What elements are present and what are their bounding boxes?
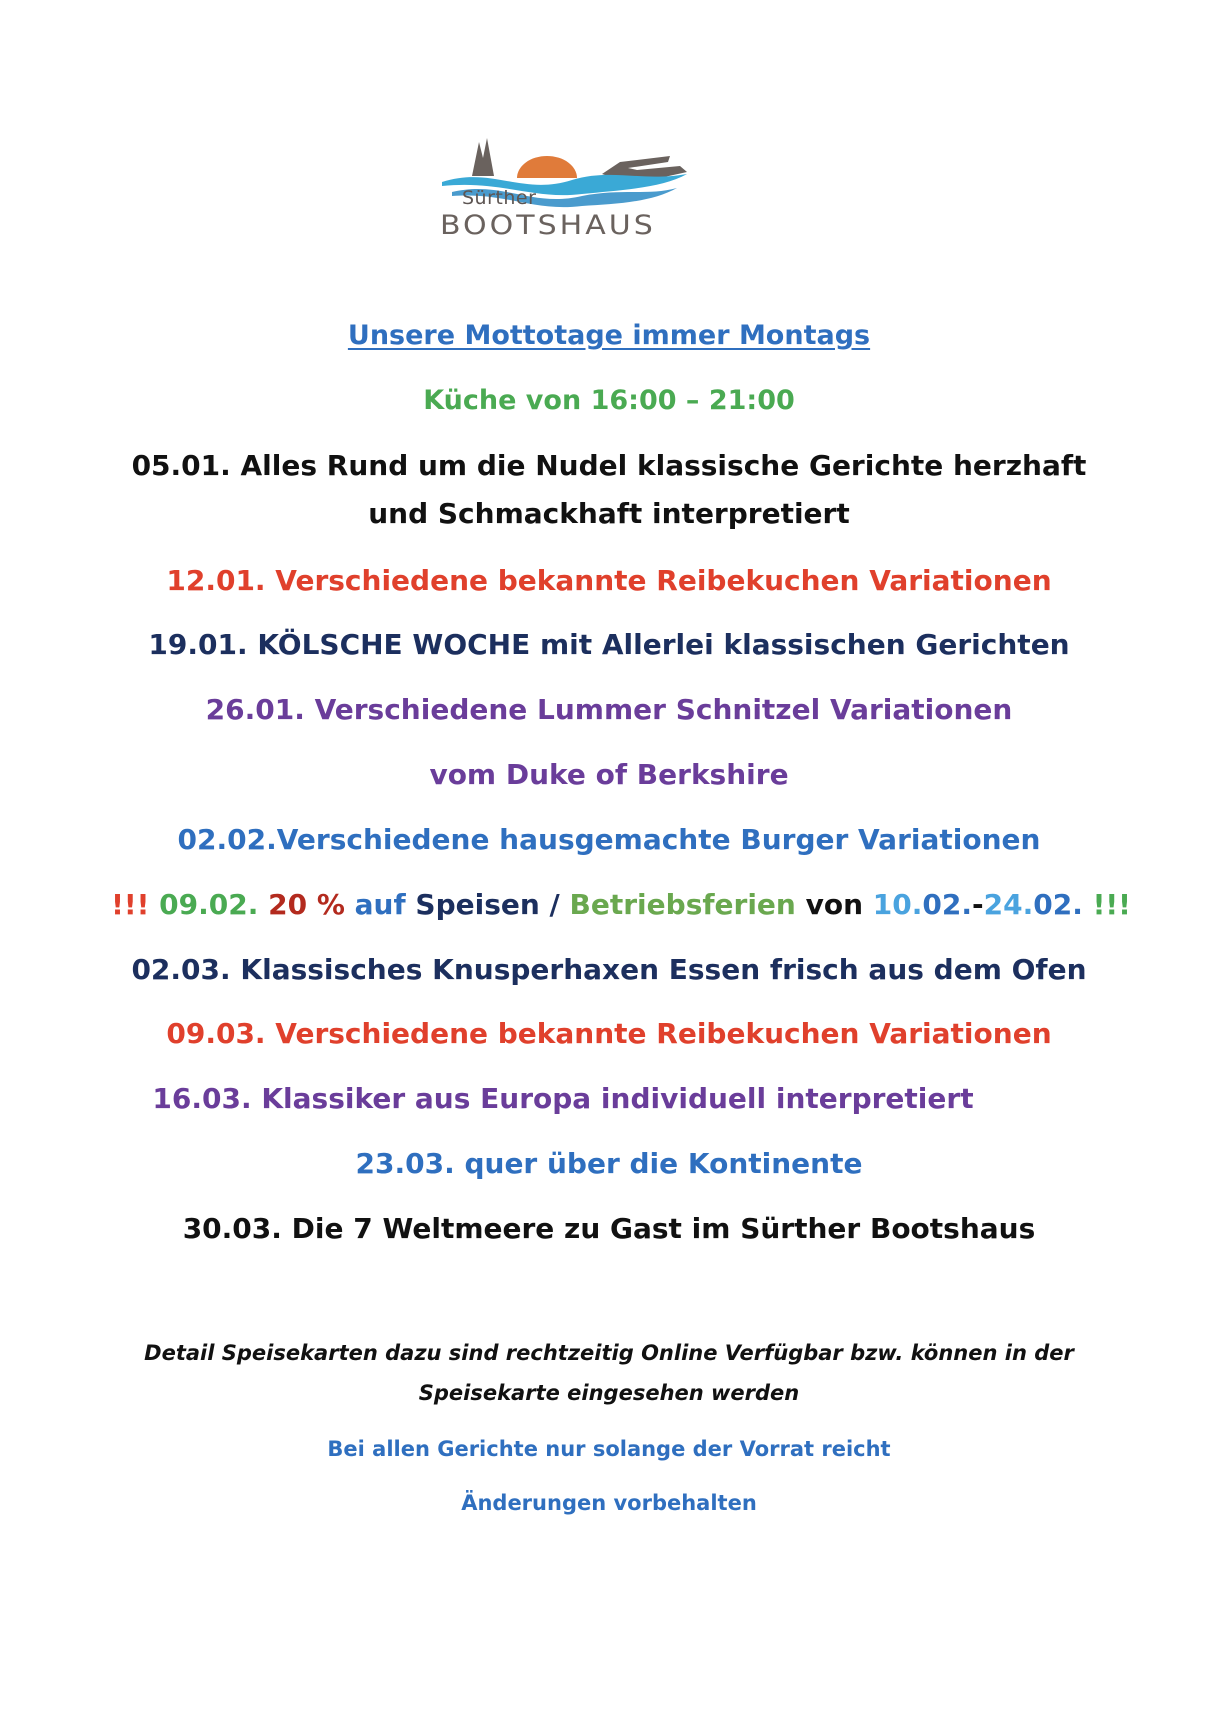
menu-note-line1: Detail Speisekarten dazu sind rechtzeitig Online Verfügbar bzw. können in der — [144, 1341, 1074, 1365]
event-0501-line2: und Schmackhaft interpretiert — [368, 497, 850, 530]
word-betriebsferien: Betriebsferien — [569, 888, 796, 921]
holiday-date: 09.02. — [159, 888, 259, 921]
event-1901: 19.01. KÖLSCHE WOCHE mit Allerlei klassischen Gerichten — [148, 628, 1070, 661]
kitchen-hours: Küche von 16:00 – 21:00 — [423, 385, 795, 416]
page-title: Unsere Mottotage immer Montags — [347, 320, 871, 351]
holiday-range — [873, 888, 1083, 921]
bootshaus-logo — [432, 136, 772, 260]
event-0902-holiday — [12, 888, 1218, 921]
logo-text-surther: Sürther — [462, 187, 537, 209]
changes-note: Änderungen vorbehalten — [461, 1491, 757, 1515]
event-0501-line1: 05.01. Alles Rund um die Nudel klassische Gerichte herzhaft — [131, 449, 1087, 482]
event-1603: 16.03. Klassiker aus Europa individuell interpretiert — [152, 1082, 974, 1115]
word-speisen: Speisen — [415, 888, 540, 921]
menu-note-line2: Speisekarte eingesehen werden — [418, 1381, 800, 1405]
range-dash: - — [972, 888, 984, 921]
range-end-month: 02. — [1033, 888, 1083, 921]
range-start-month: 02. — [922, 888, 972, 921]
event-0903: 09.03. Verschiedene bekannte Reibekuchen Variationen — [166, 1017, 1052, 1050]
stock-note: Bei allen Gerichte nur solange der Vorrat reicht — [327, 1437, 891, 1461]
logo-text-bootshaus: BOOTSHAUS — [440, 209, 656, 242]
event-1201: 12.01. Verschiedene bekannte Reibekuchen Variationen — [166, 564, 1052, 597]
range-start-day: 10. — [872, 888, 923, 921]
slash: / — [549, 888, 560, 921]
range-end-day: 24. — [983, 888, 1034, 921]
event-0202: 02.02.Verschiedene hausgemachte Burger Variationen — [177, 823, 1041, 856]
discount-percent: 20 % — [268, 888, 345, 921]
word-auf: auf — [354, 888, 406, 921]
sun-icon — [517, 156, 577, 178]
exclamation-open: !!! — [111, 888, 150, 921]
event-2601-line2: vom Duke of Berkshire — [429, 758, 789, 791]
exclamation-close: !!! — [1092, 888, 1131, 921]
event-2601-line1: 26.01. Verschiedene Lummer Schnitzel Variationen — [205, 693, 1013, 726]
event-2303: 23.03. quer über die Kontinente — [355, 1147, 863, 1180]
event-3003: 30.03. Die 7 Weltmeere zu Gast im Sürther Bootshaus — [182, 1212, 1036, 1245]
event-0203: 02.03. Klassisches Knusperhaxen Essen frisch aus dem Ofen — [131, 953, 1087, 986]
word-von: von — [805, 888, 864, 921]
cathedral-icon — [472, 138, 494, 176]
